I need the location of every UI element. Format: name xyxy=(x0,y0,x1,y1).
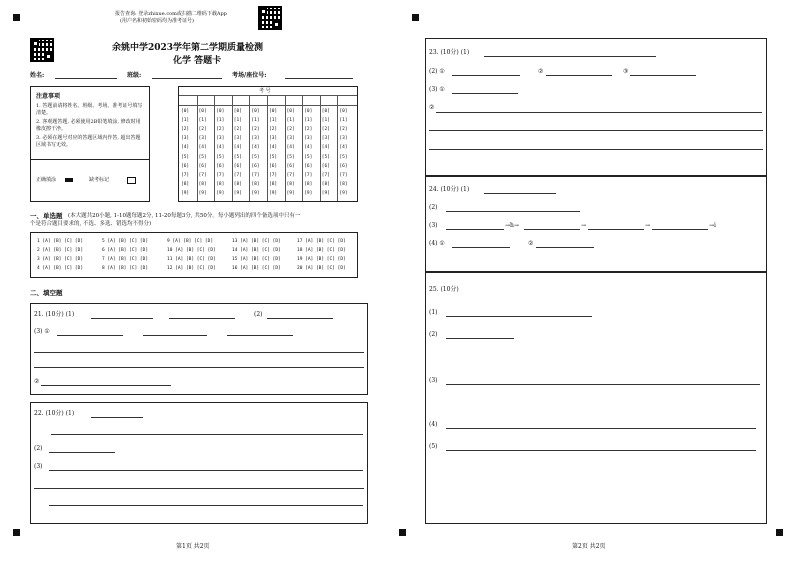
exam-digit-bubble[interactable]: [5] xyxy=(233,154,242,160)
q22-answer-2[interactable] xyxy=(49,452,115,453)
exam-digit-bubble[interactable]: [6] xyxy=(216,163,225,169)
q22-answer-line[interactable] xyxy=(34,488,364,489)
notice-item: 1. 答题前请将姓名、班级、考场、准考证号填写清楚。 xyxy=(36,103,143,116)
exam-digit-bubble[interactable]: [7] xyxy=(233,172,242,178)
exam-digit-bubble[interactable]: [7] xyxy=(216,172,225,178)
registration-mark xyxy=(13,529,20,536)
q23-part3b-label: ② xyxy=(429,104,435,111)
exam-digit-bubble[interactable]: [5] xyxy=(304,154,313,160)
q25-part3-label: (3) xyxy=(429,377,438,384)
exam-digit-bubble[interactable]: [1] xyxy=(216,118,225,124)
exam-digit-bubble[interactable]: [1] xyxy=(321,118,330,124)
q23-part2-label: (2) ① xyxy=(429,68,445,75)
choice-question-row[interactable]: 6 [A] [B] [C] [D] xyxy=(102,248,149,253)
exam-digit-bubble[interactable]: [9] xyxy=(321,190,330,196)
exam-digit-bubble[interactable]: [3] xyxy=(286,136,295,142)
choice-question-row[interactable]: 8 [A] [B] [C] [D] xyxy=(102,266,149,271)
grid-column-divider xyxy=(249,95,250,201)
exam-digit-bubble[interactable]: [7] xyxy=(198,172,207,178)
exam-digit-bubble[interactable]: [2] xyxy=(251,127,260,133)
q25-part1-label: (1) xyxy=(429,309,438,316)
exam-digit-bubble[interactable]: [2] xyxy=(198,127,207,133)
choice-question-row[interactable]: 10 [A] [B] [C] [D] xyxy=(167,248,216,253)
section1-desc: (本大题共20小题, 1-10题每题2分, 11-20每题3分, 共50分。每小题列出的四个备选项中只有一 xyxy=(68,213,301,219)
grid-column-divider xyxy=(267,95,268,201)
exam-digit-bubble[interactable]: [1] xyxy=(181,118,190,124)
exam-digit-bubble[interactable]: [1] xyxy=(269,118,278,124)
notice-item: 2. 客观题答题, 必须使用2B铅笔填涂, 修改时用橡皮擦干净。 xyxy=(36,119,141,132)
q25-box xyxy=(425,272,767,524)
exam-digit-bubble[interactable]: [3] xyxy=(216,136,225,142)
q21-answer-3c[interactable] xyxy=(227,335,293,336)
exam-digit-bubble[interactable]: [7] xyxy=(181,172,190,178)
exam-digit-bubble[interactable]: [4] xyxy=(321,145,330,151)
q23-label: 23. (10分) (1) xyxy=(429,49,470,56)
page-number: 第2页 共2页 xyxy=(572,543,606,550)
exam-digit-bubble[interactable]: [8] xyxy=(198,181,207,187)
choice-question-row[interactable]: 18 [A] [B] [C] [D] xyxy=(297,248,346,253)
class-field[interactable] xyxy=(152,78,222,79)
exam-digit-bubble[interactable]: [3] xyxy=(269,136,278,142)
q25-part2-label: (2) xyxy=(429,331,438,338)
exam-digit-bubble[interactable]: [8] xyxy=(181,181,190,187)
exam-digit-bubble[interactable]: [5] xyxy=(198,154,207,160)
q21-box xyxy=(30,303,368,395)
exam-digit-bubble[interactable]: [3] xyxy=(233,136,242,142)
q25-answer-4[interactable] xyxy=(446,428,756,429)
q23-answer-line[interactable] xyxy=(429,130,763,131)
choice-question-row[interactable]: 1 [A] [B] [C] [D] xyxy=(37,239,84,244)
choice-question-row[interactable]: 13 [A] [B] [C] [D] xyxy=(232,239,281,244)
section1-title: 一、单选题 xyxy=(30,212,63,220)
exam-digit-bubble[interactable]: [8] xyxy=(269,181,278,187)
q25-answer-5[interactable] xyxy=(446,450,756,451)
exam-digit-bubble[interactable]: [7] xyxy=(251,172,260,178)
grid-column-divider xyxy=(214,95,215,201)
exam-digit-bubble[interactable]: [1] xyxy=(339,118,348,124)
grid-column-divider xyxy=(337,95,338,201)
page-subtitle: 化学 答题卡 xyxy=(173,56,222,66)
choice-area xyxy=(30,232,358,278)
q24-label: 24. (10分) (1) xyxy=(429,186,470,193)
q24-arrow: → xyxy=(645,222,651,229)
exam-digit-bubble[interactable]: [0] xyxy=(269,109,278,114)
choice-question-row[interactable]: 19 [A] [B] [C] [D] xyxy=(297,257,346,262)
exam-digit-bubble[interactable]: [6] xyxy=(198,163,207,169)
exam-digit-bubble[interactable]: [3] xyxy=(181,136,190,142)
q24-box xyxy=(425,176,767,272)
q24-part4b-label: ② xyxy=(528,240,534,247)
q24-answer-3a[interactable] xyxy=(446,229,504,230)
q22-label: 22. (10分) (1) xyxy=(34,410,75,417)
q23-answer-line[interactable] xyxy=(436,112,762,113)
choice-question-row[interactable]: 15 [A] [B] [C] [D] xyxy=(232,257,281,262)
exam-digit-bubble[interactable]: [8] xyxy=(321,181,330,187)
name-label: 姓名: xyxy=(30,72,45,79)
registration-mark xyxy=(776,529,783,536)
exam-digit-bubble[interactable]: [5] xyxy=(286,154,295,160)
exam-digit-bubble[interactable]: [3] xyxy=(304,136,313,142)
absent-checkbox[interactable] xyxy=(127,177,136,184)
exam-digit-bubble[interactable]: [8] xyxy=(233,181,242,187)
grid-column-divider xyxy=(302,95,303,201)
registration-mark xyxy=(412,14,419,21)
exam-digit-bubble[interactable]: [4] xyxy=(269,145,278,151)
q21-answer-3a[interactable] xyxy=(57,335,123,336)
q25-label: 25. (10分) xyxy=(429,286,459,293)
exam-digit-bubble[interactable]: [0] xyxy=(233,109,242,114)
choice-question-row[interactable]: 14 [A] [B] [C] [D] xyxy=(232,248,281,253)
q24-arrow: →h→ xyxy=(505,222,519,229)
exam-digit-bubble[interactable]: [2] xyxy=(181,127,190,133)
exam-digit-bubble[interactable]: [0] xyxy=(181,109,190,114)
class-label: 班级: xyxy=(127,72,142,79)
q21-answer-3b[interactable] xyxy=(143,335,207,336)
exam-digit-bubble[interactable]: [8] xyxy=(286,181,295,187)
seat-label: 考场/座位号: xyxy=(232,72,267,79)
exam-digit-bubble[interactable]: [0] xyxy=(286,109,295,114)
exam-digit-bubble[interactable]: [5] xyxy=(321,154,330,160)
q25-answer-1[interactable] xyxy=(446,316,592,317)
choice-question-row[interactable]: 4 [A] [B] [C] [D] xyxy=(37,266,84,271)
exam-digit-bubble[interactable]: [4] xyxy=(181,145,190,151)
q24-part3-label: (3) xyxy=(429,222,438,229)
exam-digit-bubble[interactable]: [0] xyxy=(198,109,207,114)
q21-part2-label: (2) xyxy=(254,311,263,318)
exam-digit-bubble[interactable]: [6] xyxy=(321,163,330,169)
q24-answer-3c[interactable] xyxy=(588,229,644,230)
absent-mark-label: 缺考标记 xyxy=(89,177,110,183)
exam-digit-bubble[interactable]: [6] xyxy=(269,163,278,169)
report-query-line: (用户名和初始密码均为准考证号) xyxy=(120,18,194,24)
q23-answer-2b[interactable] xyxy=(546,75,612,76)
exam-digit-bubble[interactable]: [2] xyxy=(286,127,295,133)
exam-digit-bubble[interactable]: [9] xyxy=(251,190,260,196)
choice-question-row[interactable]: 7 [A] [B] [C] [D] xyxy=(102,257,149,262)
exam-digit-bubble[interactable]: [9] xyxy=(269,190,278,196)
seat-field[interactable] xyxy=(285,78,353,79)
q22-answer-line[interactable] xyxy=(49,470,363,471)
filled-sample-icon xyxy=(65,178,73,182)
q21-answer-1b[interactable] xyxy=(169,318,235,319)
q21-part3-label: (3) ① xyxy=(34,328,50,335)
q21-answer-3d[interactable] xyxy=(41,385,171,386)
exam-digit-bubble[interactable]: [9] xyxy=(304,190,313,196)
divider xyxy=(31,159,149,160)
exam-digit-bubble[interactable]: [6] xyxy=(339,163,348,169)
q24-arrow: →i xyxy=(709,222,716,229)
exam-digit-bubble[interactable]: [7] xyxy=(321,172,330,178)
exam-digit-bubble[interactable]: [6] xyxy=(251,163,260,169)
exam-digit-bubble[interactable]: [9] xyxy=(181,190,190,196)
choice-question-row[interactable]: 20 [A] [B] [C] [D] xyxy=(297,266,346,271)
exam-digit-bubble[interactable]: [9] xyxy=(198,190,207,196)
notice-item: 3. 必须在题号对应的答题区域内作答, 超出答题区域书写无效。 xyxy=(36,135,141,148)
exam-digit-bubble[interactable]: [6] xyxy=(304,163,313,169)
exam-digit-bubble[interactable]: [5] xyxy=(339,154,348,160)
q24-answer-4b[interactable] xyxy=(536,247,594,248)
exam-digit-bubble[interactable]: [3] xyxy=(251,136,260,142)
q21-answer-2[interactable] xyxy=(267,318,333,319)
q25-part5-label: (5) xyxy=(429,443,438,450)
exam-digit-bubble[interactable]: [1] xyxy=(286,118,295,124)
exam-digit-bubble[interactable]: [6] xyxy=(286,163,295,169)
exam-digit-bubble[interactable]: [9] xyxy=(233,190,242,196)
section1-desc: 个是符合题目要求的, 不选、多选、错选均不得分) xyxy=(30,221,152,227)
grid-column-divider xyxy=(285,95,286,201)
grid-rule xyxy=(179,105,357,106)
q23-answer-1[interactable] xyxy=(484,56,656,57)
exam-digit-bubble[interactable]: [2] xyxy=(216,127,225,133)
exam-digit-bubble[interactable]: [2] xyxy=(269,127,278,133)
exam-digit-bubble[interactable]: [7] xyxy=(304,172,313,178)
q21-label: 21. (10分) (1) xyxy=(34,311,75,318)
exam-digit-bubble[interactable]: [0] xyxy=(339,109,348,114)
exam-digit-bubble[interactable]: [1] xyxy=(233,118,242,124)
exam-digit-bubble[interactable]: [5] xyxy=(269,154,278,160)
exam-digit-bubble[interactable]: [7] xyxy=(339,172,348,178)
notice-box xyxy=(30,86,150,202)
choice-question-row[interactable]: 3 [A] [B] [C] [D] xyxy=(37,257,84,262)
q23-part2c-label: ③ xyxy=(623,68,629,75)
q22-part2-label: (2) xyxy=(34,445,43,452)
exam-digit-bubble[interactable]: [4] xyxy=(286,145,295,151)
q21-part3b-label: ② xyxy=(34,378,40,385)
grid-column-divider xyxy=(320,95,321,201)
exam-digit-bubble[interactable]: [2] xyxy=(304,127,313,133)
exam-digit-bubble[interactable]: [9] xyxy=(286,190,295,196)
q22-box xyxy=(30,402,368,524)
exam-digit-bubble[interactable]: [9] xyxy=(339,190,348,196)
choice-question-row[interactable]: 16 [A] [B] [C] [D] xyxy=(232,266,281,271)
choice-question-row[interactable]: 2 [A] [B] [C] [D] xyxy=(37,248,84,253)
q23-answer-3a[interactable] xyxy=(452,93,518,94)
exam-digit-bubble[interactable]: [4] xyxy=(339,145,348,151)
q23-box xyxy=(425,38,767,176)
q24-answer-1[interactable] xyxy=(484,193,556,194)
exam-digit-bubble[interactable]: [3] xyxy=(321,136,330,142)
exam-digit-bubble[interactable]: [8] xyxy=(251,181,260,187)
exam-digit-bubble[interactable]: [8] xyxy=(304,181,313,187)
q22-answer-line[interactable] xyxy=(51,434,363,435)
choice-question-row[interactable]: 17 [A] [B] [C] [D] xyxy=(297,239,346,244)
exam-digit-bubble[interactable]: [2] xyxy=(233,127,242,133)
exam-digit-bubble[interactable]: [0] xyxy=(216,109,225,114)
q21-answer-line[interactable] xyxy=(34,352,364,353)
exam-number-grid xyxy=(178,86,358,202)
exam-digit-bubble[interactable]: [3] xyxy=(339,136,348,142)
section2-title: 二、填空题 xyxy=(30,289,63,297)
notice-title: 注意事项 xyxy=(36,93,61,100)
grid-column-divider xyxy=(232,95,233,201)
exam-digit-bubble[interactable]: [4] xyxy=(251,145,260,151)
exam-digit-bubble[interactable]: [5] xyxy=(216,154,225,160)
exam-digit-bubble[interactable]: [4] xyxy=(233,145,242,151)
choice-question-row[interactable]: 12 [A] [B] [C] [D] xyxy=(167,266,216,271)
exam-digit-bubble[interactable]: [4] xyxy=(198,145,207,151)
q24-answer-2[interactable] xyxy=(446,211,580,212)
exam-digit-bubble[interactable]: [2] xyxy=(339,127,348,133)
exam-digit-bubble[interactable]: [1] xyxy=(251,118,260,124)
qr-code-icon xyxy=(30,38,54,62)
qr-code-icon xyxy=(258,6,282,30)
q24-answer-4a[interactable] xyxy=(452,247,510,248)
choice-question-row[interactable]: 5 [A] [B] [C] [D] xyxy=(102,239,149,244)
q21-answer-line[interactable] xyxy=(34,367,364,368)
exam-number-label: 考 号 xyxy=(259,88,271,94)
exam-digit-bubble[interactable]: [9] xyxy=(216,190,225,196)
exam-digit-bubble[interactable]: [8] xyxy=(339,181,348,187)
q25-part4-label: (4) xyxy=(429,421,438,428)
q23-part2b-label: ② xyxy=(538,68,544,75)
q25-answer-2[interactable] xyxy=(446,338,514,339)
q24-part4-label: (4) ① xyxy=(429,240,445,247)
exam-digit-bubble[interactable]: [4] xyxy=(304,145,313,151)
choice-question-row[interactable]: 11 [A] [B] [C] [D] xyxy=(167,257,216,262)
q24-answer-3b[interactable] xyxy=(524,229,580,230)
exam-digit-bubble[interactable]: [3] xyxy=(198,136,207,142)
q24-arrow: → xyxy=(581,222,587,229)
exam-digit-bubble[interactable]: [2] xyxy=(321,127,330,133)
q25-answer-3[interactable] xyxy=(446,384,760,385)
grid-rule xyxy=(179,95,357,96)
q23-part3-label: (3) ① xyxy=(429,86,445,93)
registration-mark xyxy=(13,14,20,21)
q23-answer-2c[interactable] xyxy=(630,75,696,76)
q23-answer-line[interactable] xyxy=(429,149,763,150)
page-number: 第1页 共2页 xyxy=(176,543,210,550)
exam-digit-bubble[interactable]: [7] xyxy=(269,172,278,178)
exam-digit-bubble[interactable]: [8] xyxy=(216,181,225,187)
correct-fill-label: 正确填涂 xyxy=(36,177,57,183)
registration-mark xyxy=(399,529,406,536)
exam-digit-bubble[interactable]: [1] xyxy=(304,118,313,124)
exam-digit-bubble[interactable]: [0] xyxy=(251,109,260,114)
q22-answer-line[interactable] xyxy=(49,505,363,506)
exam-digit-bubble[interactable]: [4] xyxy=(216,145,225,151)
grid-column-divider xyxy=(197,95,198,201)
name-field[interactable] xyxy=(55,78,117,79)
q21-answer-1a[interactable] xyxy=(91,318,153,319)
exam-digit-bubble[interactable]: [6] xyxy=(233,163,242,169)
exam-digit-bubble[interactable]: [6] xyxy=(181,163,190,169)
report-query-line: 报告查询: 登录zhixue.com或扫描二维码下载App xyxy=(115,11,227,17)
q22-answer-1[interactable] xyxy=(91,417,143,418)
exam-digit-bubble[interactable]: [5] xyxy=(181,154,190,160)
page-title: 余姚中学2023学年第二学期质量检测 xyxy=(112,43,264,53)
q24-part2-label: (2) xyxy=(429,204,438,211)
choice-question-row[interactable]: 9 [A] [B] [C] [D] xyxy=(167,239,214,244)
exam-digit-bubble[interactable]: [0] xyxy=(321,109,330,114)
q24-answer-3d[interactable] xyxy=(652,229,708,230)
exam-digit-bubble[interactable]: [5] xyxy=(251,154,260,160)
q22-part3-label: (3) xyxy=(34,463,43,470)
exam-digit-bubble[interactable]: [0] xyxy=(304,109,313,114)
exam-digit-bubble[interactable]: [7] xyxy=(286,172,295,178)
exam-digit-bubble[interactable]: [1] xyxy=(198,118,207,124)
q23-answer-2a[interactable] xyxy=(452,75,520,76)
